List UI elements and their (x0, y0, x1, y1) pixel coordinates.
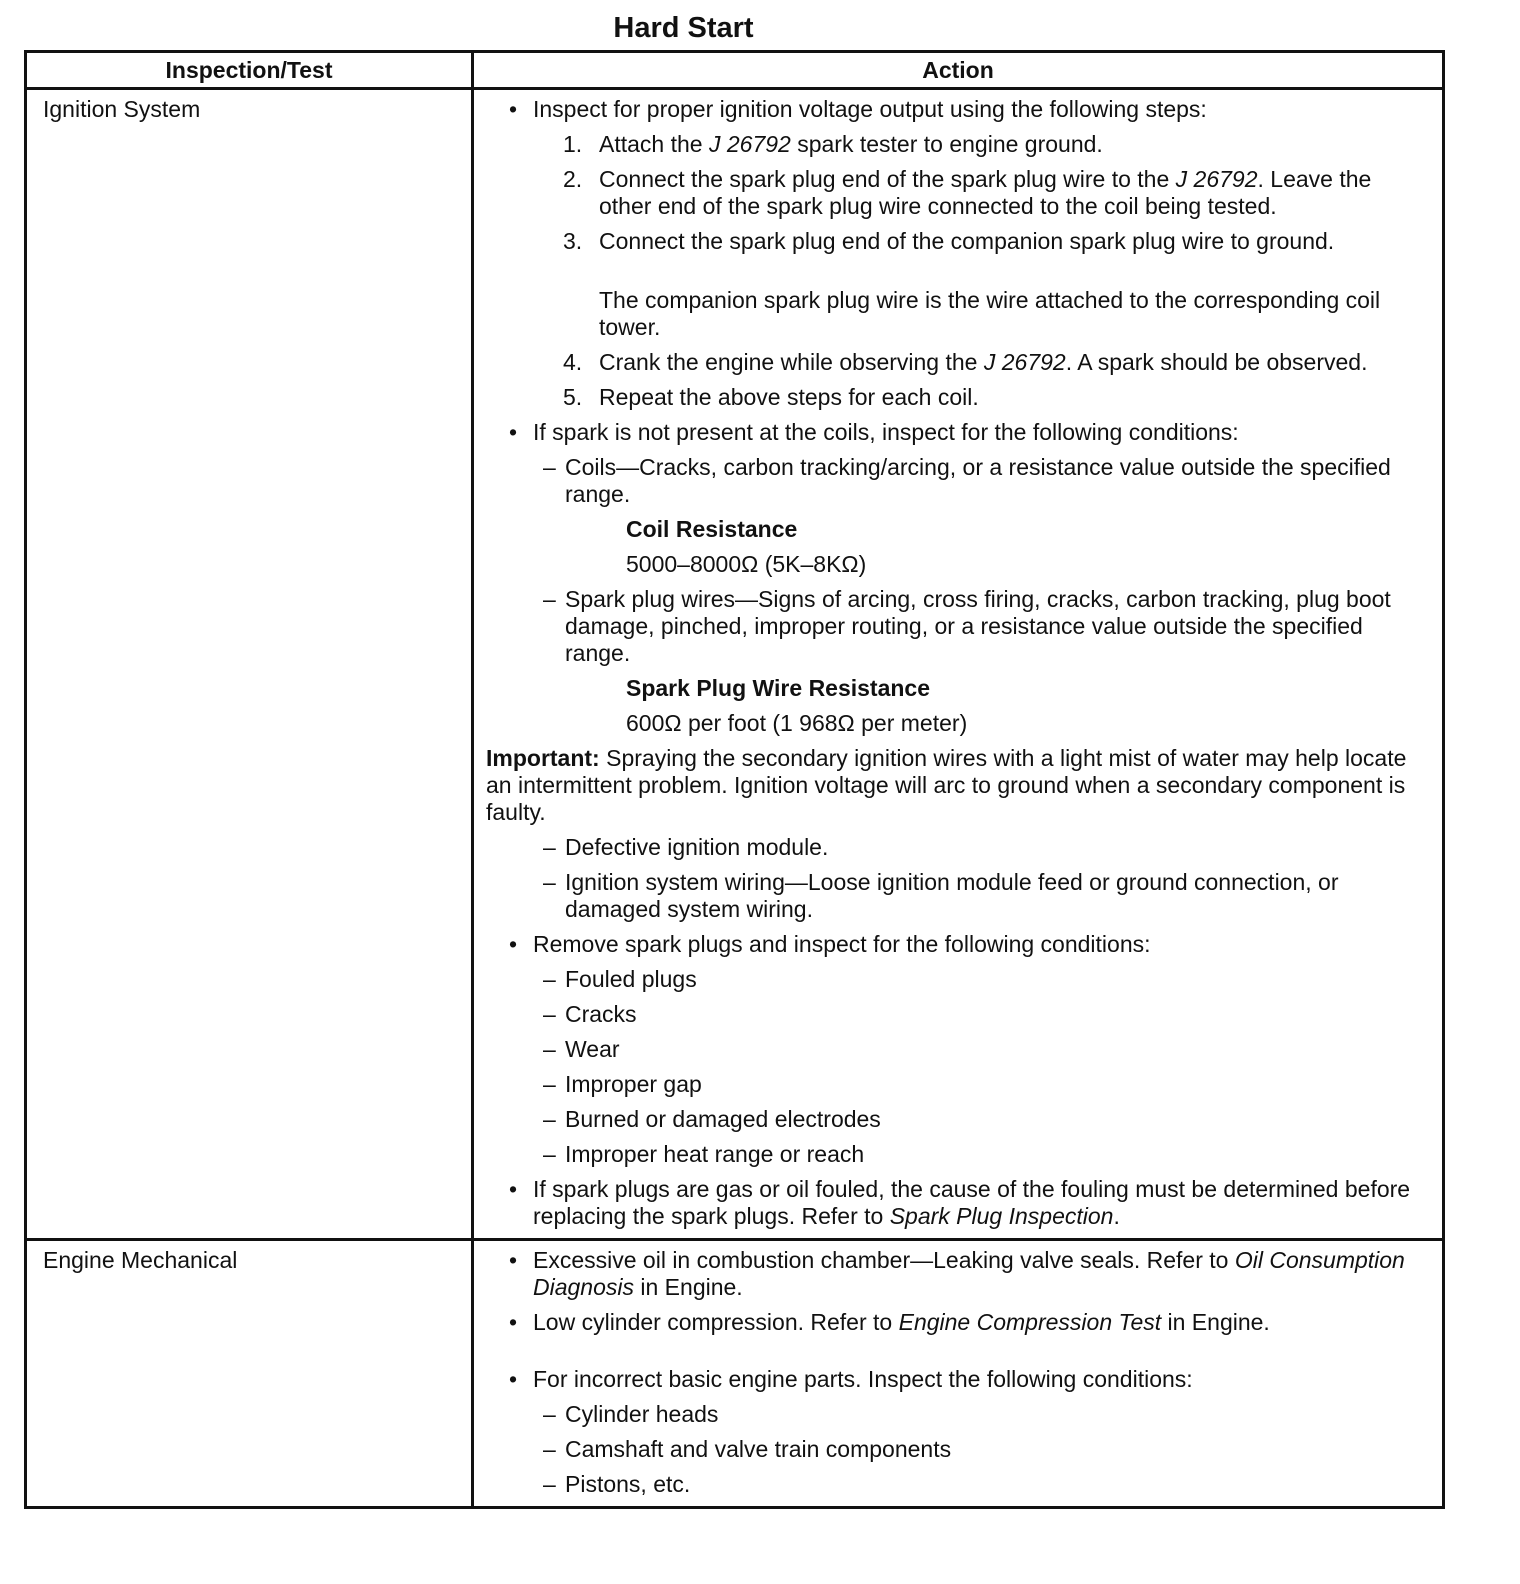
dash-item (486, 1436, 1428, 1463)
inspection-test-ignition-system: Ignition System (26, 89, 473, 1240)
bullet-marker: • (509, 419, 518, 445)
dash-text: Camshaft and valve train components (565, 1436, 952, 1462)
spec-label-coil-resistance: Coil Resistance (626, 516, 798, 542)
column-header-inspection-test: Inspection/Test (26, 52, 473, 89)
dash-item (486, 869, 1428, 923)
list-item (486, 1366, 1428, 1393)
list-item (486, 1176, 1428, 1230)
step-text: . A spark should be observed. (1065, 349, 1368, 375)
dash-text: Improper gap (565, 1071, 702, 1097)
dash-item (486, 1471, 1428, 1498)
dash-marker: – (543, 454, 556, 480)
dash-item (486, 1106, 1428, 1133)
dash-marker: – (543, 586, 556, 612)
step-text: Connect the spark plug end of the companion spark plug wire to ground. (599, 228, 1335, 254)
step-number: 2. (563, 166, 583, 192)
action-engine-mechanical (473, 1240, 1444, 1508)
tool-reference: J 26792 (708, 131, 791, 157)
numbered-step (486, 384, 1428, 411)
dash-marker: – (543, 1471, 556, 1497)
bullet-text: For incorrect basic engine parts. Inspect the following conditions: (533, 1366, 1193, 1392)
dash-marker: – (543, 1106, 556, 1132)
bullet-text: in Engine. (1161, 1309, 1270, 1335)
bullet-marker: • (509, 1309, 518, 1335)
dash-item (486, 1071, 1428, 1098)
dash-text: Cylinder heads (565, 1401, 719, 1427)
cross-reference: Oil Consumption Diagnosis (533, 1247, 1405, 1300)
cross-reference: Spark Plug Inspection (889, 1203, 1114, 1229)
step-text: spark tester to engine ground. (790, 131, 1103, 157)
dash-item (486, 1141, 1428, 1168)
bullet-text: If spark is not present at the coils, inspect for the following conditions: (533, 419, 1239, 445)
list-item (486, 1309, 1428, 1336)
dash-text: Pistons, etc. (565, 1471, 691, 1497)
dash-item (486, 1036, 1428, 1063)
dash-text: Ignition system wiring—Loose ignition module feed or ground connection, or damaged system wiring. (565, 869, 1339, 922)
important-note (486, 745, 1428, 826)
numbered-step (486, 228, 1428, 341)
bullet-marker: • (509, 1247, 518, 1273)
step-text: Attach the (599, 131, 709, 157)
dash-marker: – (543, 1401, 556, 1427)
spec-label-wire-resistance: Spark Plug Wire Resistance (626, 675, 931, 701)
step-text: Connect the spark plug end of the spark plug wire to the (599, 166, 1176, 192)
bullet-text: . (1113, 1203, 1120, 1229)
step-number: 4. (563, 349, 583, 375)
dash-text: Fouled plugs (565, 966, 697, 992)
dash-marker: – (543, 1036, 556, 1062)
bullet-marker: • (509, 1366, 518, 1392)
list-item (486, 931, 1428, 958)
step-number: 1. (563, 131, 583, 157)
step-text: . Leave the other end of the spark plug wire connected to the coil being tested. (599, 166, 1372, 219)
dash-item (486, 1001, 1428, 1028)
bullet-text: If spark plugs are gas or oil fouled, the cause of the fouling must be determined before replacing the spark plugs. Refer to (533, 1176, 1411, 1229)
dash-item (486, 1401, 1428, 1428)
step-number: 5. (563, 384, 583, 410)
dash-marker: – (543, 1436, 556, 1462)
bullet-marker: • (509, 931, 518, 957)
table-row-ignition-system (26, 89, 1444, 1240)
dash-text: Cracks (565, 1001, 637, 1027)
hard-start-table (24, 50, 1445, 1509)
bullet-text: Low cylinder compression. Refer to (533, 1309, 899, 1335)
list-item (486, 419, 1428, 446)
step-number: 3. (563, 228, 583, 254)
dash-text: Burned or damaged electrodes (565, 1106, 881, 1132)
bullet-marker: • (509, 1176, 518, 1202)
inspection-test-engine-mechanical: Engine Mechanical (26, 1240, 473, 1508)
column-header-action: Action (473, 52, 1444, 89)
dash-item (486, 966, 1428, 993)
dash-marker: – (543, 834, 556, 860)
numbered-step (486, 166, 1428, 220)
table-header-row (26, 52, 1444, 89)
numbered-step (486, 349, 1428, 376)
dash-item (486, 586, 1428, 667)
step-note: The companion spark plug wire is the wire attached to the corresponding coil tower. (599, 287, 1381, 340)
list-item (486, 1247, 1428, 1301)
bullet-text: Inspect for proper ignition voltage output using the following steps: (533, 96, 1207, 122)
dash-text: Improper heat range or reach (565, 1141, 865, 1167)
dash-marker: – (543, 1141, 556, 1167)
tool-reference: J 26792 (1175, 166, 1258, 192)
cross-reference: Engine Compression Test (898, 1309, 1162, 1335)
tool-reference: J 26792 (983, 349, 1066, 375)
dash-marker: – (543, 966, 556, 992)
important-label: Important: (486, 745, 600, 771)
step-text: Repeat the above steps for each coil. (599, 384, 979, 410)
spec-value-wire-resistance: 600Ω per foot (1 968Ω per meter) (626, 710, 968, 736)
dash-item (486, 454, 1428, 508)
important-text: Spraying the secondary ignition wires with a light mist of water may help locate an intermittent problem. Ignition voltage will arc to ground when a secondary component is faulty. (486, 745, 1407, 825)
dash-text: Wear (565, 1036, 620, 1062)
dash-marker: – (543, 869, 556, 895)
dash-text: Coils—Cracks, carbon tracking/arcing, or a resistance value outside the specified range. (565, 454, 1391, 507)
bullet-text: in Engine. (634, 1274, 743, 1300)
spec-value-coil-resistance: 5000–8000Ω (5K–8KΩ) (626, 551, 867, 577)
bullet-text: Remove spark plugs and inspect for the following conditions: (533, 931, 1151, 957)
numbered-step (486, 131, 1428, 158)
dash-text: Defective ignition module. (565, 834, 829, 860)
page-title: Hard Start (613, 12, 754, 44)
bullet-text: Excessive oil in combustion chamber—Leaking valve seals. Refer to (533, 1247, 1235, 1273)
action-ignition-system (473, 89, 1444, 1240)
table-row-engine-mechanical (26, 1240, 1444, 1508)
dash-marker: – (543, 1001, 556, 1027)
bullet-marker: • (509, 96, 518, 122)
list-item (486, 96, 1428, 123)
dash-item (486, 834, 1428, 861)
dash-marker: – (543, 1071, 556, 1097)
dash-text: Spark plug wires—Signs of arcing, cross firing, cracks, carbon tracking, plug boot damage, pinched, improper routing, or a resistance value outside the specified range. (565, 586, 1391, 666)
step-text: Crank the engine while observing the (599, 349, 984, 375)
